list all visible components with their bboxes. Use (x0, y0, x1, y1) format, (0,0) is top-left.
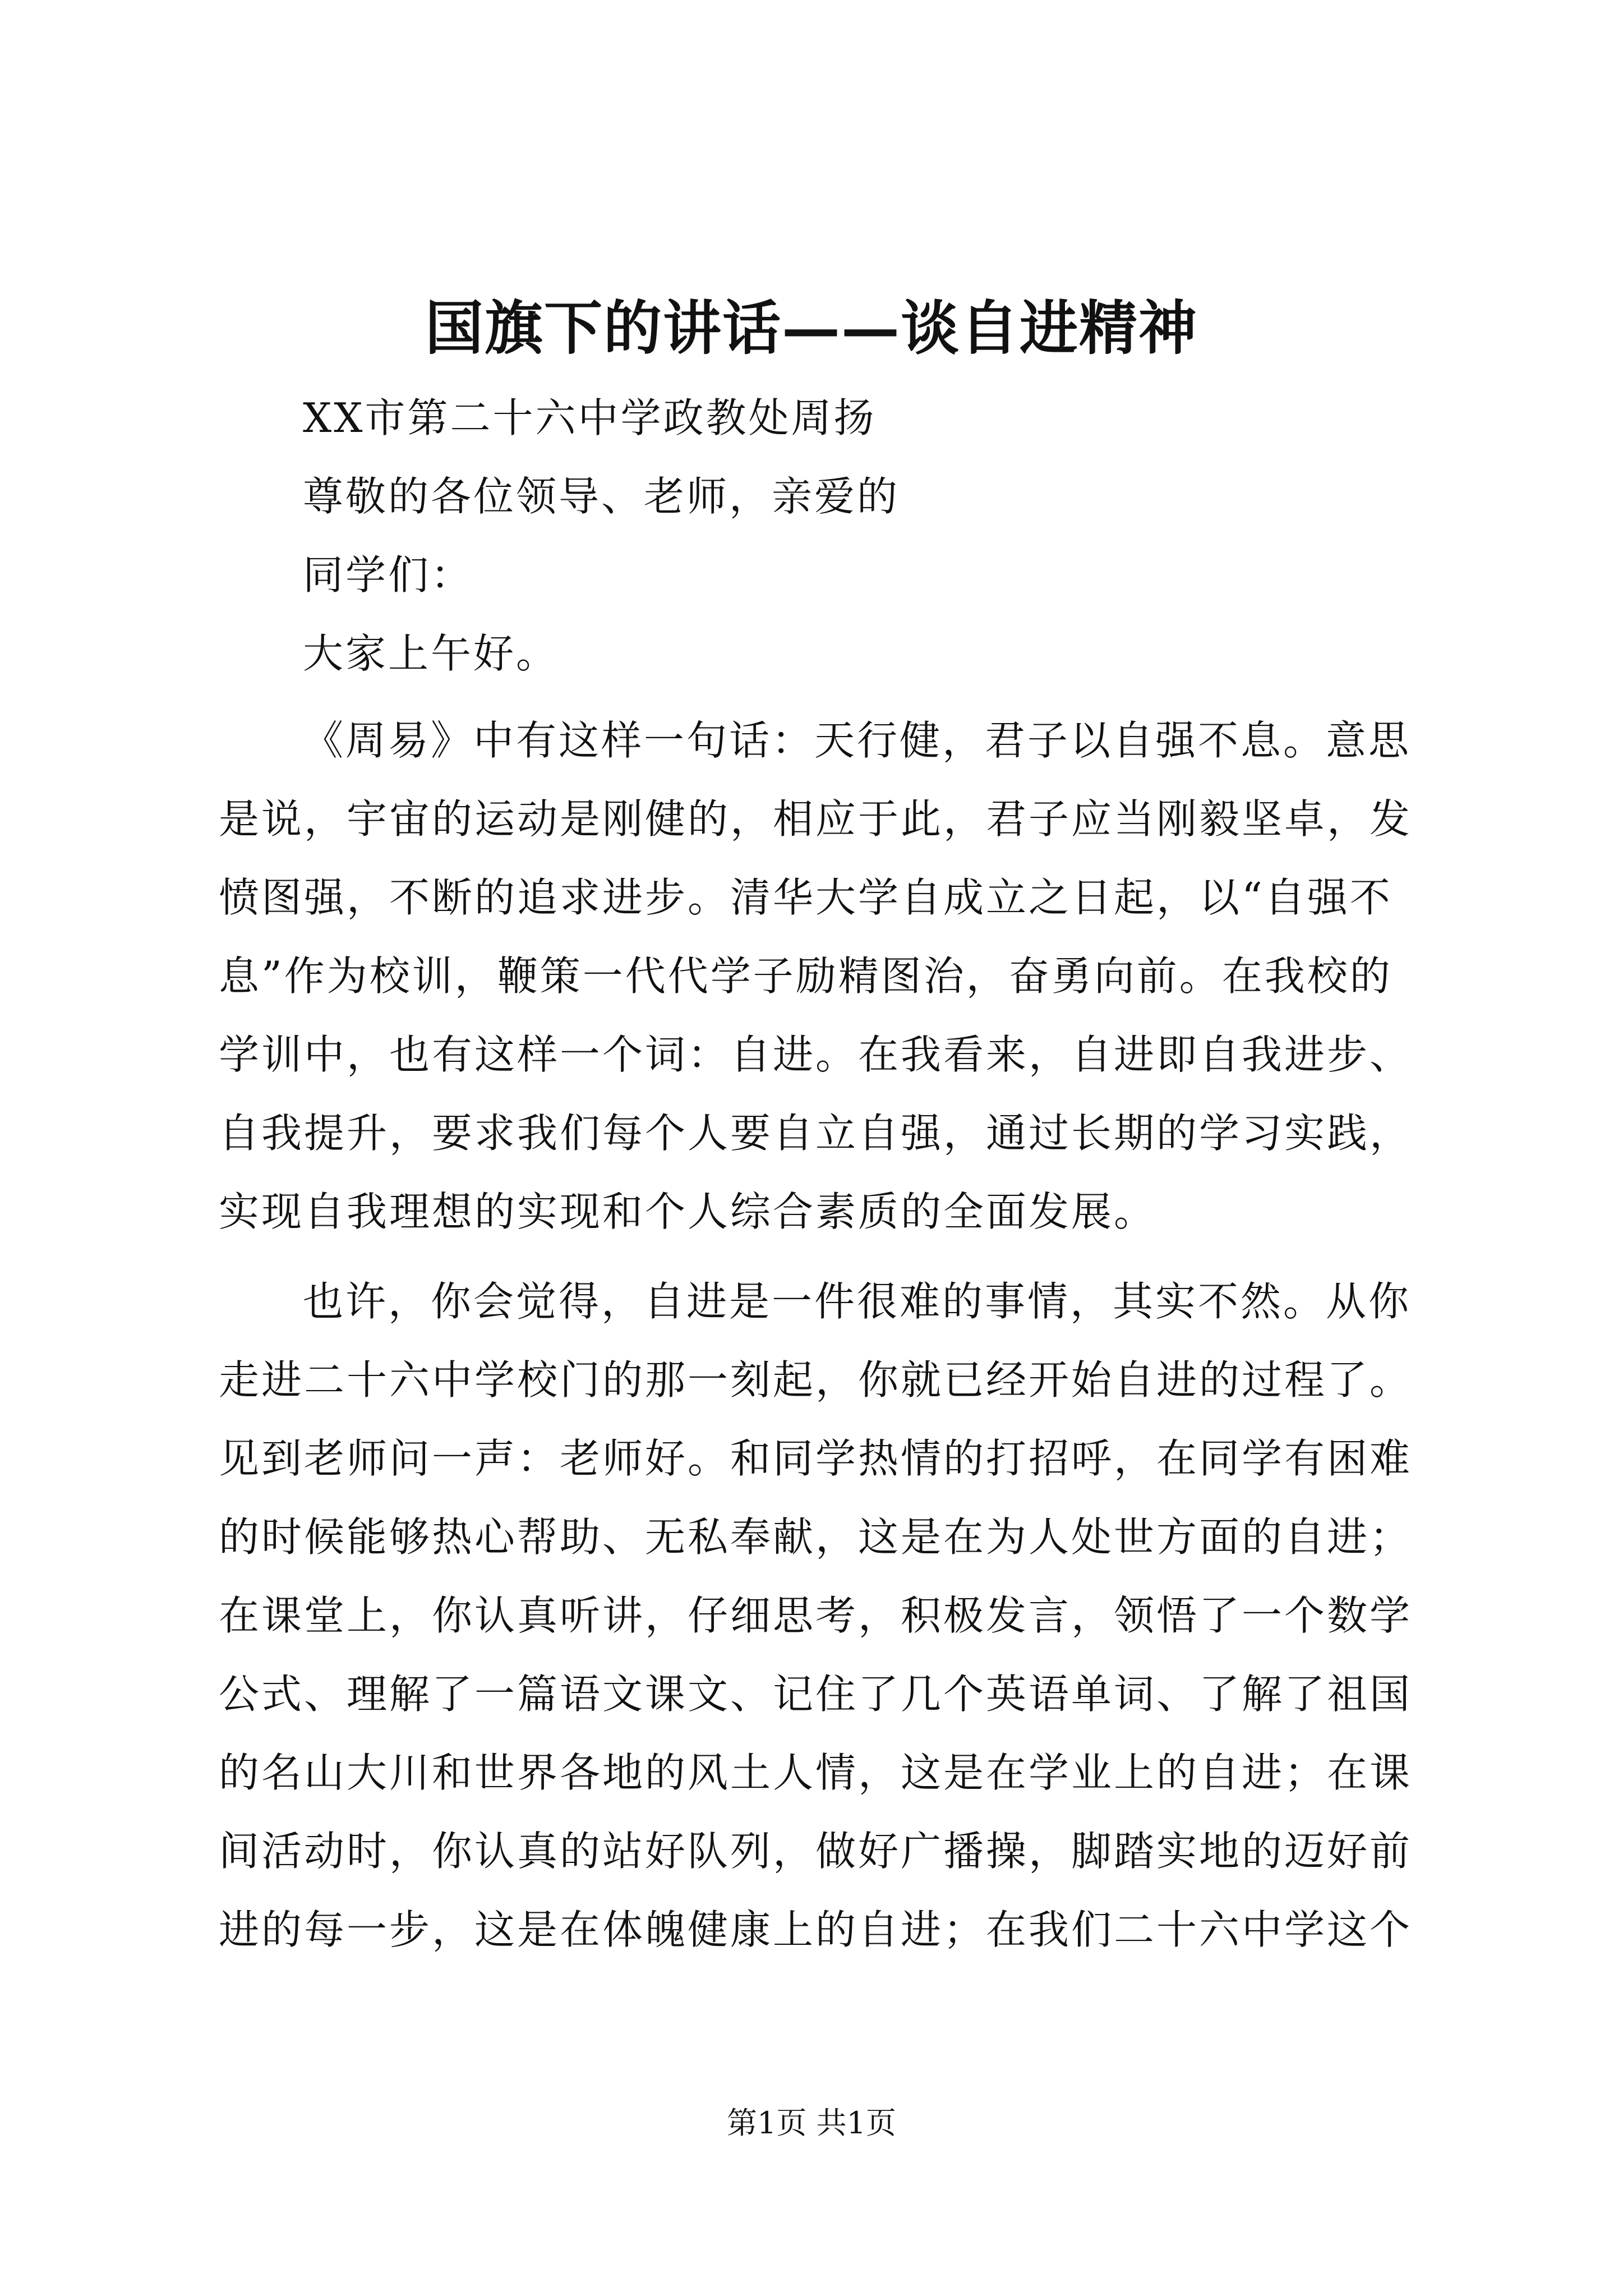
author-line: XX市第二十六中学政教处周扬 (303, 394, 877, 441)
paragraph-2-line-2: 走进二十六中学校门的那一刻起，你就已经开始自进的过程了。 (219, 1356, 1413, 1404)
paragraph-2-line-3: 见到老师问一声：老师好。和同学热情的打招呼，在同学有困难 (219, 1435, 1413, 1482)
paragraph-2-line-5: 在课堂上，你认真听讲，仔细思考，积极发言，领悟了一个数学 (219, 1592, 1413, 1639)
paragraph-1-line-5: 学训中，也有这样一个词：自进。在我看来，自进即自我进步、 (219, 1031, 1413, 1078)
document-title: 国旗下的讲话——谈自进精神 (425, 293, 1198, 362)
paragraph-1-line-2: 是说，宇宙的运动是刚健的，相应于此，君子应当刚毅坚卓，发 (219, 795, 1413, 843)
paragraph-1-line-7: 实现自我理想的实现和个人综合素质的全面发展。 (219, 1188, 1157, 1235)
paragraph-2-line-9: 进的每一步，这是在体魄健康上的自进；在我们二十六中学这个 (219, 1906, 1413, 1953)
page-footer: 第1页 共1页 (727, 2105, 896, 2141)
paragraph-2-line-4: 的时候能够热心帮助、无私奉献，这是在为人处世方面的自进； (219, 1513, 1413, 1561)
paragraph-1-line-3: 愤图强，不断的追求进步。清华大学自成立之日起，以“自强不 (219, 874, 1393, 921)
greeting-line-3: 大家上午好。 (303, 630, 559, 677)
paragraph-2-line-7: 的名山大川和世界各地的风土人情，这是在学业上的自进；在课 (219, 1749, 1413, 1796)
greeting-line-2: 同学们： (303, 551, 474, 599)
paragraph-1-line-1: 《周易》中有这样一句话：天行健，君子以自强不息。意思 (303, 717, 1412, 764)
paragraph-1-line-4: 息”作为校训，鞭策一代代学子励精图治，奋勇向前。在我校的 (219, 953, 1393, 1000)
paragraph-2-line-6: 公式、理解了一篇语文课文、记住了几个英语单词、了解了祖国 (219, 1671, 1413, 1718)
paragraph-2-line-1: 也许，你会觉得，自进是一件很难的事情，其实不然。从你 (303, 1278, 1412, 1325)
paragraph-2-line-8: 间活动时，你认真的站好队列，做好广播操，脚踏实地的迈好前 (219, 1828, 1413, 1875)
paragraph-1-line-6: 自我提升，要求我们每个人要自立自强，通过长期的学习实践， (219, 1110, 1413, 1157)
greeting-line-1: 尊敬的各位领导、老师，亲爱的 (303, 473, 900, 520)
